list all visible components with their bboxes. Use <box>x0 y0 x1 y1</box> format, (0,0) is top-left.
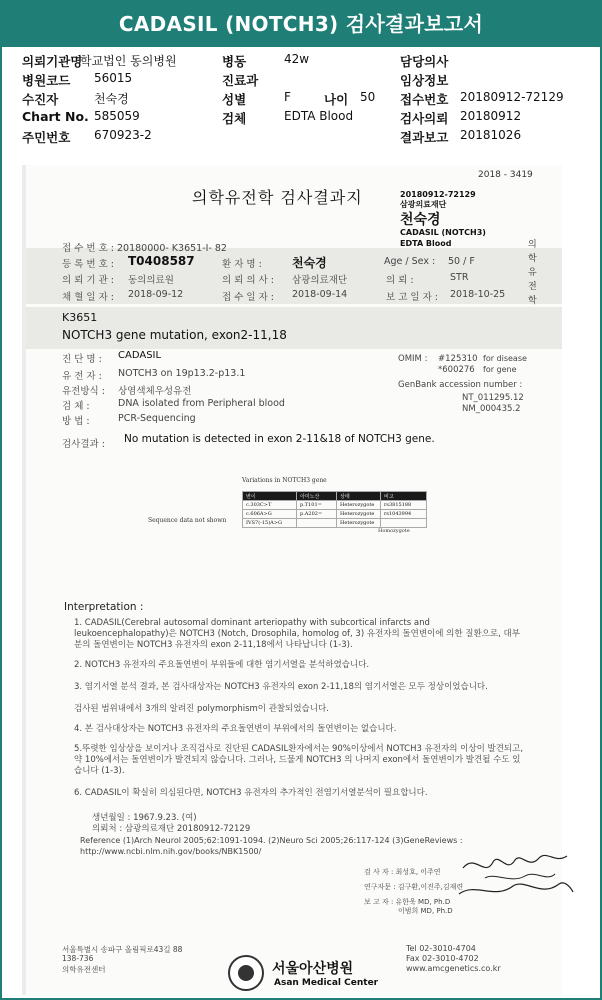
test-code: K3651 <box>62 311 98 324</box>
method-value: PCR-Sequencing <box>118 413 196 424</box>
recv-date-label: 접 수 일 자 : <box>222 292 274 303</box>
doctor-label: 의 뢰 의 사 : <box>222 275 274 286</box>
address-line-3: 의학유전센터 <box>62 965 106 974</box>
report-heading: 의학유전학 검사결과지 <box>192 188 363 207</box>
interpretation-p5: 5.뚜렷한 임상상을 보이거나 조직검사로 진단된 CADASIL환자에서는 90%이상에서 NOTCH3 유전자의 이상이 발견되고, 약 10%에서는 돌연변이가 발견되지 않습니다. 그러나, 드물게 NOTCH3 의 나머지 exon에서 돌연변이가 발견될 수도 있습니다 (1-3). <box>74 744 524 776</box>
stamp-name: 천숙경 <box>400 212 441 228</box>
cell: IVS7(-15)A>G <box>243 519 297 528</box>
interpretation-p3b: 검사된 범위내에서 3개의 알려진 polymorphism이 관찰되었습니다. <box>74 704 329 714</box>
label-age: 나이 <box>324 92 349 107</box>
info-row <box>22 71 582 90</box>
value-ward: 42w <box>284 52 310 66</box>
value-resident-no: 670923-2 <box>94 128 152 142</box>
side-text: 의학유전학 <box>528 240 537 306</box>
hospital-logo-icon <box>228 955 264 991</box>
result-label: 검사결과 : <box>62 439 105 450</box>
label-doctor: 담당의사 <box>400 54 449 69</box>
ward-label: 의 뢰 : <box>386 275 414 286</box>
table-row <box>243 501 427 510</box>
value-sex: F <box>284 90 291 104</box>
sequence-note: Sequence data not shown <box>148 517 227 524</box>
info-row <box>22 109 582 128</box>
label-hospital-code: 병원코드 <box>22 73 71 88</box>
reporter: 보 고 자 : 유한욱 MD, Ph.D <box>364 898 451 906</box>
genbank-label: GenBank accession number : <box>398 380 523 390</box>
cell: Heterozygote <box>337 510 381 519</box>
inherit-value: 상염색체우성유전 <box>118 386 192 397</box>
hospital-name-english: Asan Medical Center <box>274 978 379 988</box>
cell: p.A202= <box>297 510 337 519</box>
ward-value: STR <box>450 272 469 283</box>
result-value: No mutation is detected in exon 2-11&18 of NOTCH3 gene. <box>124 433 435 445</box>
interpretation-p4: 4. 본 검사대상자는 NOTCH3 유전자의 주요돌연변이 부위에서의 돌연변이는 없습니다. <box>74 724 397 734</box>
info-row <box>22 128 582 147</box>
examiner: 검 사 자 : 최성호, 이주연 <box>364 868 441 876</box>
col-note: 비고 <box>381 492 427 501</box>
interpretation-title: Interpretation : <box>64 601 144 613</box>
dx-value: CADASIL <box>118 350 162 361</box>
reporter-2: 이범희 MD, Ph.D <box>398 907 453 915</box>
interpretation-p1: 1. CADASIL(Cerebral autosomal dominant arteriopathy with subcortical infarcts and leukoencephalopathy)은 NOTCH3 (Notch, Drosophila, homolog of, 3) 유전자의 돌연변이에 의한 질환으로, 대부분의 돌연변이는 NOTCH3 유전자의 exon 2-11,18에서 나타납니다 (1-3). <box>74 618 520 650</box>
reception-line: 접 수 번 호 : 20180000- K3651-I- 82 <box>62 243 227 254</box>
reference-line: Reference (1)Arch Neurol 2005;62:1091-1094. (2)Neuro Sci 2005;26:117-124 (3)GeneReviews : <box>80 836 463 845</box>
telephone: Tel 02-3010-4704 <box>406 944 476 953</box>
label-requesting-institution: 의뢰기관명 <box>22 54 83 69</box>
reg-number: T0408587 <box>128 254 195 268</box>
label-specimen: 검체 <box>222 111 247 126</box>
cell: rs1043994 <box>381 510 427 519</box>
label-sex: 성별 <box>222 92 247 107</box>
info-row <box>22 52 582 71</box>
label-result-report: 결과보고 <box>400 130 449 145</box>
value-specimen: EDTA Blood <box>284 109 354 123</box>
omim-gene-note: for gene <box>483 365 517 374</box>
label-chart-no: Chart No. <box>22 109 89 124</box>
interpretation-p6: 6. CADASIL이 확실히 의심된다면, NOTCH3 유전자의 추가적인 전염기서열분석이 필요합니다. <box>74 788 428 798</box>
agesex-label: Age / Sex : <box>384 256 436 267</box>
dx-label: 진 단 명 : <box>62 354 102 365</box>
doctor-value: 삼광의료재단 <box>292 275 348 286</box>
address-line-2: 138-736 <box>62 954 94 963</box>
label-department: 진료과 <box>222 73 259 88</box>
label-resident-no: 주민번호 <box>22 130 71 145</box>
blood-date-label: 채 혈 일 자 : <box>62 292 114 303</box>
cell <box>381 519 427 528</box>
specimen-value: DNA isolated from Peripheral blood <box>118 398 285 409</box>
cell: p.T101= <box>297 501 337 510</box>
stamp-number: 20180912-72129 <box>400 190 476 199</box>
variation-table <box>242 491 427 528</box>
cell: Heterozygote <box>337 519 381 528</box>
omim-label: OMIM : <box>398 354 428 364</box>
genbank-nt: NT_011295.12 <box>462 393 524 403</box>
cell: rs3815188 <box>381 501 427 510</box>
table-row <box>243 510 427 519</box>
method-label: 방 법 : <box>62 416 90 427</box>
stamp-test: CADASIL (NOTCH3) <box>400 228 486 237</box>
col-status: 상태 <box>337 492 381 501</box>
cell: Heterozygote <box>337 501 381 510</box>
table-row <box>243 519 427 528</box>
org-label: 의 뢰 기 관 : <box>62 275 114 286</box>
report-date-label: 보 고 일 자 : <box>386 292 438 303</box>
report-serial: 2018 - 3419 <box>478 170 533 180</box>
signature-icon <box>455 848 575 908</box>
hospital-name-korean: 서울아산병원 <box>272 961 354 977</box>
specimen-label: 검 체 : <box>62 401 90 412</box>
value-age: 50 <box>360 90 376 104</box>
col-amino: 아미노산 <box>297 492 337 501</box>
recv-date: 2018-09-14 <box>292 289 348 300</box>
org-value: 동의의료원 <box>128 275 174 286</box>
variation-title: Variations in NOTCH3 gene <box>242 477 327 484</box>
cell: c.303C>T <box>243 501 297 510</box>
website: www.amcgenetics.co.kr <box>406 964 501 973</box>
omim-gene: *600276 <box>438 365 475 375</box>
col-variant: 변이 <box>243 492 297 501</box>
date-of-birth: 생년월일 : 1967.9.23. (여) <box>92 813 197 823</box>
variation-extra: Homozygote <box>378 528 410 534</box>
fax: Fax 02-3010-4702 <box>406 954 479 963</box>
blood-date: 2018-09-12 <box>128 289 184 300</box>
label-test-request: 검사의뢰 <box>400 111 449 126</box>
test-name: NOTCH3 gene mutation, exon2-11,18 <box>62 328 287 342</box>
label-patient: 수진자 <box>22 92 59 107</box>
value-result-report: 20181026 <box>460 128 522 142</box>
genbank-nm: NM_000435.2 <box>462 404 521 414</box>
cell <box>297 519 337 528</box>
value-chart-no: 585059 <box>94 109 140 123</box>
reference-url: http://www.ncbi.nlm.nih.gov/books/NBK1500/ <box>80 847 262 856</box>
gene-label: 유 전 자 : <box>62 371 102 382</box>
address-line-1: 서울특별시 송파구 올림픽로43길 88 <box>62 945 183 954</box>
referral-number: 의뢰처 : 삼광의료재단 20180912-72129 <box>92 824 251 834</box>
patient-label: 환 자 명 : <box>222 259 262 270</box>
stamp-specimen: EDTA Blood <box>400 239 452 248</box>
value-patient: 천숙경 <box>94 92 129 106</box>
stamp-org: 삼광의료재단 <box>400 200 447 209</box>
label-reception-no: 접수번호 <box>400 92 449 107</box>
patient-info-grid <box>22 52 582 147</box>
patient-name: 천숙경 <box>292 256 327 270</box>
agesex-value: 50 / F <box>448 256 475 267</box>
inherit-label: 유전방식 : <box>62 386 105 397</box>
page-title: CADASIL (NOTCH3) 검사결과보고서 <box>2 2 600 47</box>
reg-label: 등 록 번 호 : <box>62 259 114 270</box>
variation-table-header <box>243 492 427 501</box>
value-hospital-code: 56015 <box>94 71 133 85</box>
label-clinical-info: 임상정보 <box>400 73 449 88</box>
gene-value: NOTCH3 on 19p13.2-p13.1 <box>118 368 246 379</box>
interpretation-p2: 2. NOTCH3 유전자의 주요돌연변이 부위들에 대한 염기서열을 분석하였습니다. <box>74 660 370 670</box>
report-date: 2018-10-25 <box>450 289 506 300</box>
researcher: 연구자문 : 김구환,이진주,김재련 <box>364 883 464 891</box>
info-row <box>22 90 582 109</box>
value-reception-no: 20180912-72129 <box>460 90 564 104</box>
omim-disease: #125310 <box>438 354 478 364</box>
value-requesting-institution: 학교법인 동의병원 <box>80 54 177 68</box>
cell: c.606A>G <box>243 510 297 519</box>
interpretation-p3: 3. 염기서열 분석 결과, 본 검사대상자는 NOTCH3 유전자의 exon 2-11,18의 염기서열은 모두 정상이었습니다. <box>74 682 488 692</box>
label-ward: 병동 <box>222 54 247 69</box>
omim-disease-note: for disease <box>483 354 527 363</box>
value-test-request: 20180912 <box>460 109 522 123</box>
